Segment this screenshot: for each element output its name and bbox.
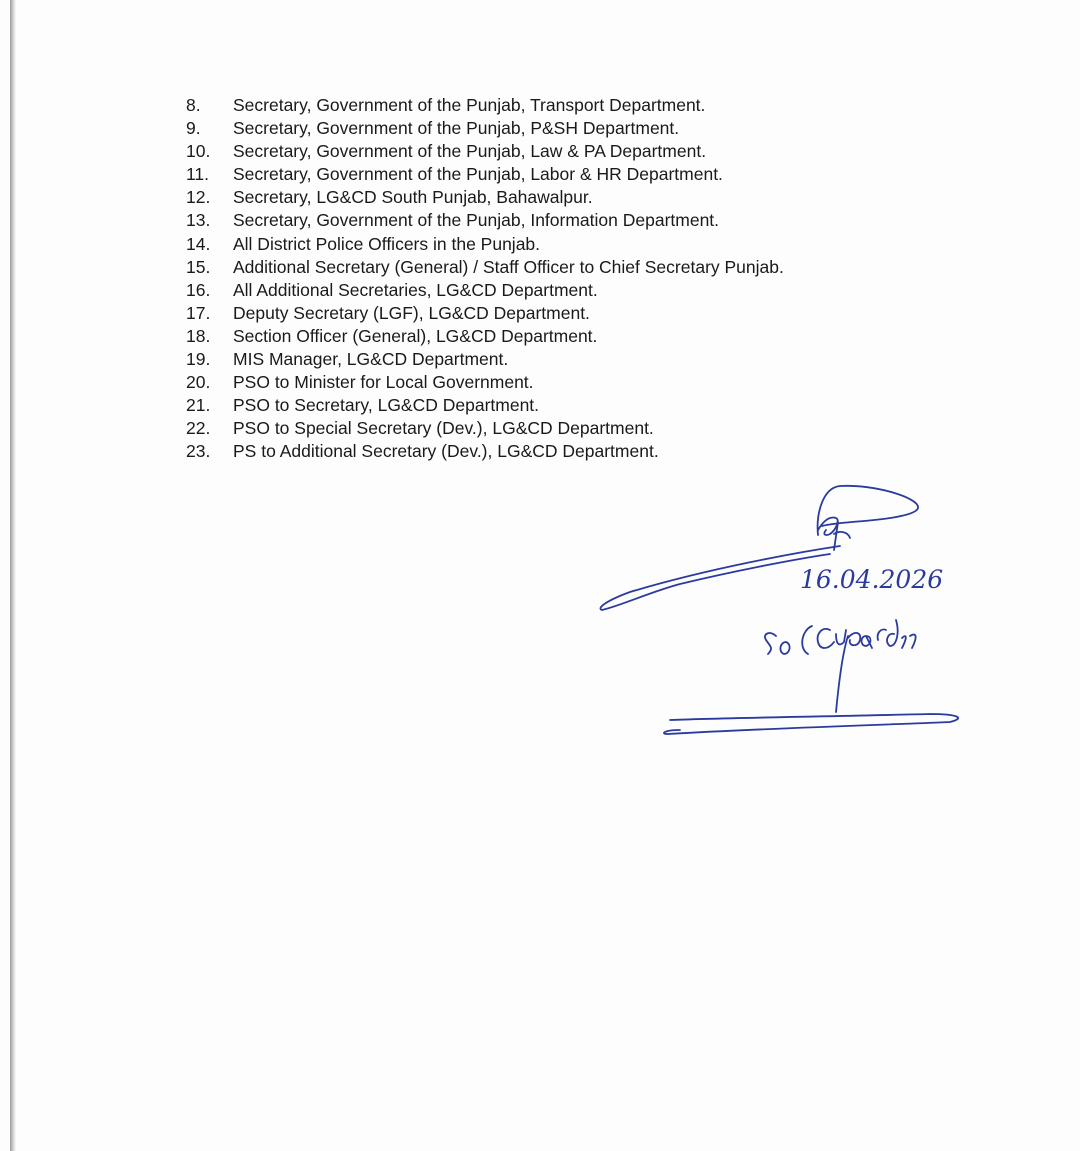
list-item	[186, 94, 784, 117]
item-text: Deputy Secretary (LGF), LG&CD Department.	[233, 302, 590, 323]
item-text: Secretary, Government of the Punjab, Information Department.	[233, 210, 720, 231]
item-number: 22.	[186, 418, 211, 439]
item-number: 17.	[186, 302, 211, 323]
item-number: 14.	[186, 233, 211, 254]
distribution-list	[186, 94, 784, 464]
item-number: 21.	[186, 395, 211, 416]
item-number: 12.	[186, 187, 211, 208]
item-number: 19.	[186, 349, 211, 370]
item-text: PS to Additional Secretary (Dev.), LG&CD Department.	[233, 441, 659, 462]
item-text: Additional Secretary (General) / Staff Officer to Chief Secretary Punjab.	[233, 256, 784, 277]
item-number: 11.	[186, 164, 210, 185]
item-number: 20.	[186, 372, 211, 393]
item-text: MIS Manager, LG&CD Department.	[233, 349, 509, 370]
signature-date: 16.04.2026	[800, 565, 944, 594]
item-number: 15.	[186, 256, 211, 277]
list-item	[186, 256, 784, 279]
item-text: PSO to Minister for Local Government.	[233, 372, 534, 393]
list-item	[186, 302, 784, 325]
item-text: PSO to Special Secretary (Dev.), LG&CD Department.	[233, 418, 654, 439]
item-number: 18.	[186, 325, 211, 346]
item-text: PSO to Secretary, LG&CD Department.	[233, 395, 540, 416]
list-item	[186, 186, 784, 209]
list-item	[186, 163, 784, 186]
list-item	[186, 348, 784, 371]
list-item	[186, 417, 784, 440]
item-number: 10.	[186, 141, 211, 162]
list-item	[186, 279, 784, 302]
item-number: 9.	[186, 118, 201, 139]
item-number: 13.	[186, 210, 211, 231]
item-text: Secretary, LG&CD South Punjab, Bahawalpur.	[233, 187, 593, 208]
item-text: Secretary, Government of the Punjab, Law & PA Department.	[233, 141, 707, 162]
handwritten-signature	[590, 480, 990, 750]
item-text: Section Officer (General), LG&CD Department.	[233, 325, 598, 346]
list-item	[186, 325, 784, 348]
list-item	[186, 394, 784, 417]
item-number: 16.	[186, 279, 211, 300]
item-text: Secretary, Government of the Punjab, Labor & HR Department.	[233, 164, 723, 185]
list-item	[186, 371, 784, 394]
item-text: Secretary, Government of the Punjab, Transport Department.	[233, 95, 706, 115]
list-item	[186, 117, 784, 140]
scan-edge-shadow	[10, 0, 16, 1151]
item-number: 23.	[186, 441, 211, 462]
item-text: Secretary, Government of the Punjab, P&SH Department.	[233, 118, 680, 139]
item-text: All Additional Secretaries, LG&CD Department.	[233, 279, 598, 300]
item-text: All District Police Officers in the Punjab.	[233, 233, 541, 254]
list-item	[186, 233, 784, 256]
item-number: 8.	[186, 95, 201, 115]
list-item	[186, 140, 784, 163]
list-item	[186, 440, 784, 463]
list-item	[186, 209, 784, 232]
